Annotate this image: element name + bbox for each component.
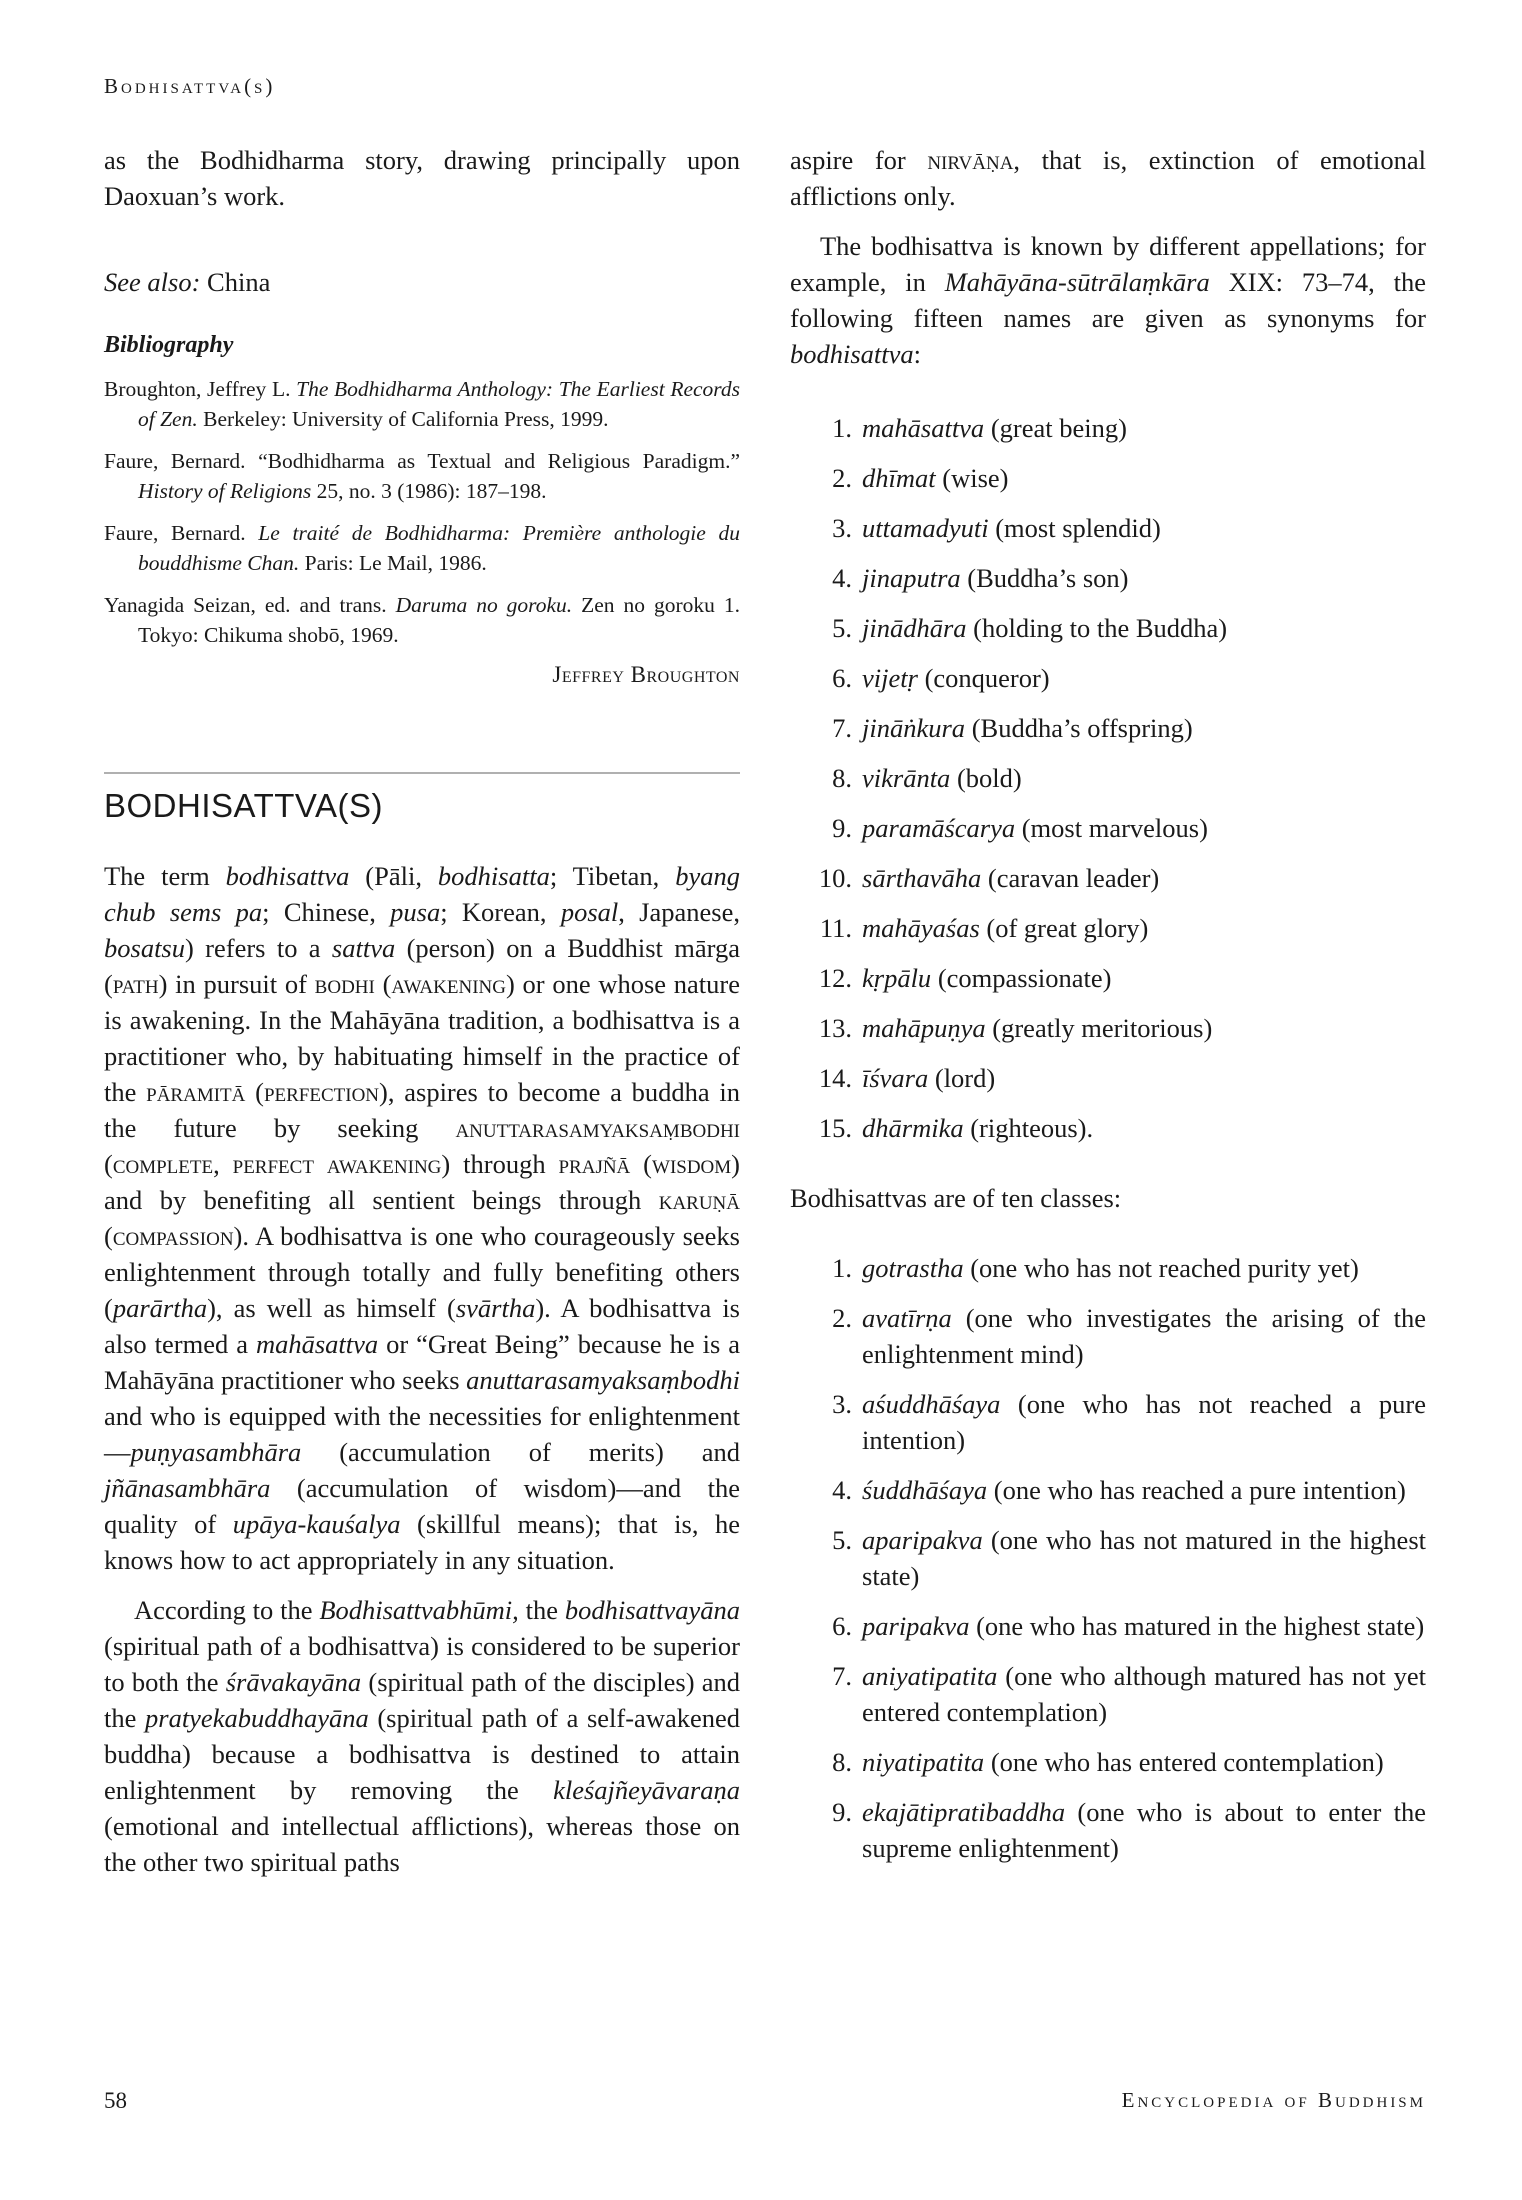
text-run: ; Chinese, [262, 897, 391, 927]
text-run: ) refers to a [185, 933, 332, 963]
sanskrit-term: jināṅkura [862, 713, 966, 743]
list-body [862, 610, 1426, 646]
list-number: 5. [832, 613, 852, 643]
section-title: BODHISATTVA(S) [104, 787, 383, 824]
text-run: or “Great Being” because he is a Mahāyāna practitioner who seeks [104, 1329, 741, 1395]
list-number: 4. [832, 563, 852, 593]
text-run: ; Tibetan, [549, 861, 676, 891]
term-gloss: (caravan leader) [981, 863, 1160, 893]
list-body [862, 1794, 1426, 1866]
list-number: 7. [832, 1661, 852, 1691]
list-item [790, 1794, 1426, 1866]
list-item [790, 1608, 1426, 1644]
sanskrit-term: mahāyaśas [862, 913, 980, 943]
list-item [790, 1386, 1426, 1458]
italic-term: upāya-kauśalya [232, 1509, 401, 1539]
sanskrit-term: paripakva [862, 1611, 970, 1641]
list-item [790, 910, 1426, 946]
list-number: 3. [832, 513, 852, 543]
list-item [790, 1060, 1426, 1096]
list-item [790, 960, 1426, 996]
bibliography-entry: Faure, Bernard. “Bodhidharma as Textual and Religious Paradigm.” History of Religions 25, no. 3 (1986): 187–198. [104, 449, 740, 503]
list-number: 3. [832, 1389, 852, 1419]
sanskrit-term: vijetṛ [862, 663, 918, 693]
italic-term: bodhisattvayāna [564, 1595, 741, 1625]
sanskrit-term: uttamadyuti [862, 513, 989, 543]
term-gloss: (bold) [950, 763, 1022, 793]
text-run: : [913, 339, 922, 369]
list-body [862, 1658, 1426, 1730]
text-run: (accumulation of wisdom)—and the quality of [104, 1473, 740, 1539]
sanskrit-term: dhīmat [862, 463, 936, 493]
list-item [790, 1522, 1426, 1594]
list-body [862, 1300, 1426, 1372]
body-paragraph [104, 858, 740, 1578]
list-number: 11. [819, 913, 852, 943]
list-item [790, 560, 1426, 596]
bibliography-entry: Faure, Bernard. Le traité de Bodhidharma: Première anthologie du bouddhisme Chan. Paris: Le Mail, 1986. [104, 521, 740, 575]
text-run: (person) on a Buddhist mārga ( [104, 933, 740, 999]
term-gloss: (one who has not reached a pure intention) [862, 1389, 1426, 1455]
text-run: ) in pursuit of [158, 969, 315, 999]
italic-term: bodhisatta [437, 861, 550, 891]
bibliography-entry: Yanagida Seizan, ed. and trans. Daruma no goroku. Zen no goroku 1. Tokyo: Chikuma shobō, 1969. [104, 593, 740, 647]
italic-term: bodhisattva [225, 861, 350, 891]
list-body [862, 710, 1426, 746]
term-gloss: (one who has reached a pure intention) [987, 1475, 1406, 1505]
sanskrit-term: sārthavāha [862, 863, 982, 893]
italic-term: puṇyasambhāra [130, 1437, 302, 1467]
text-run: (Pāli, [349, 861, 438, 891]
term-gloss: (of great glory) [979, 913, 1149, 943]
section-divider [104, 772, 740, 774]
italic-term: parārtha [112, 1293, 208, 1323]
list-body [862, 410, 1426, 446]
italic-term: anuttarasamyaksaṃbodhi [466, 1365, 740, 1395]
cross-reference: bodhi (awakening) [314, 969, 515, 999]
list-body [862, 1060, 1426, 1096]
sanskrit-term: aśuddhāśaya [862, 1389, 1001, 1419]
text-run: . A bodhisattva is one who courageously seeks enlightenment through totally and fully benefiting others ( [104, 1221, 740, 1323]
article-author: Jeffrey Broughton [552, 662, 740, 687]
list-number: 14. [818, 1063, 852, 1093]
text-run: (spiritual path of a bodhisattva) is considered to be superior to both the [104, 1631, 740, 1697]
list-body [862, 510, 1426, 546]
list-body [862, 1386, 1426, 1458]
left-column [104, 142, 740, 1880]
bibliography-entry: Broughton, Jeffrey L. The Bodhidharma Anthology: The Earliest Records of Zen. Berkeley: University of California Press, 1999. [104, 377, 740, 431]
text-run: The bodhisattva is known by different appellations; for example, in [790, 231, 1426, 297]
term-gloss: (one who is about to enter the supreme enlightenment) [862, 1797, 1426, 1863]
sanskrit-term: paramāścarya [862, 813, 1016, 843]
list-body [862, 1010, 1426, 1046]
list-item [790, 1472, 1426, 1508]
text-run: The term [104, 861, 226, 891]
text-run: ), as well as himself ( [207, 1293, 456, 1323]
term-gloss: (most marvelous) [1015, 813, 1208, 843]
term-gloss: (most splendid) [988, 513, 1161, 543]
sanskrit-term: vikrānta [862, 763, 951, 793]
synonym-list [790, 410, 1426, 1146]
list-item [790, 410, 1426, 446]
term-gloss: (holding to the Buddha) [966, 613, 1228, 643]
cross-reference: karuṇā (compassion) [104, 1185, 740, 1251]
list-item [790, 1250, 1426, 1286]
see-also-label: See also: [104, 267, 201, 297]
italic-term: śrāvakayāna [225, 1667, 362, 1697]
italic-term: bodhisattva [790, 339, 914, 369]
list-number: 9. [832, 1797, 852, 1827]
term-gloss: (one who has not reached purity yet) [963, 1253, 1359, 1283]
text-run: and who is equipped with the necessities for enlightenment— [104, 1401, 740, 1467]
page-number: 58 [104, 2088, 127, 2113]
list-number: 13. [818, 1013, 852, 1043]
cross-reference: prajñā (wisdom) [558, 1149, 740, 1179]
text-run: (spiritual path of a self-awakened buddha) because a bodhisattva is destined to attain enlightenment by removing the [104, 1703, 740, 1805]
text-run: ; Korean, [440, 897, 561, 927]
list-item [790, 1744, 1426, 1780]
italic-term: posal [560, 897, 619, 927]
classes-intro: Bodhisattvas are of ten classes: [790, 1183, 1122, 1213]
list-item [790, 1110, 1426, 1146]
list-body [862, 910, 1426, 946]
list-body [862, 560, 1426, 596]
italic-term: sattva [331, 933, 396, 963]
term-gloss: (Buddha’s offspring) [965, 713, 1193, 743]
list-number: 4. [832, 1475, 852, 1505]
italic-term: Bodhisattvabhūmi, [319, 1595, 519, 1625]
italic-term: kleśajñeyāvaraṇa [553, 1775, 740, 1805]
cross-reference: pāramitā (perfection) [146, 1077, 388, 1107]
list-number: 6. [832, 1611, 852, 1641]
continuation-paragraph: as the Bodhidharma story, drawing principally upon Daoxuan’s work. [104, 145, 740, 211]
list-number: 1. [832, 1253, 852, 1283]
sanskrit-term: śuddhāśaya [862, 1475, 988, 1505]
text-run: (accumulation of merits) and [301, 1437, 740, 1467]
text-run: and by benefiting all sentient beings through [104, 1185, 659, 1215]
list-number: 9. [832, 813, 852, 843]
list-item [790, 810, 1426, 846]
list-item [790, 1658, 1426, 1730]
sanskrit-term: kṛpālu [862, 963, 932, 993]
text-run: , that is, extinction of emotional afflictions only. [790, 145, 1426, 211]
list-body [862, 960, 1426, 996]
sanskrit-term: jinādhāra [862, 613, 967, 643]
sanskrit-term: aniyatipatita [862, 1661, 998, 1691]
list-body [862, 860, 1426, 896]
text-run: According to the [134, 1595, 320, 1625]
list-body [862, 460, 1426, 496]
text-run: or one whose nature is awakening. In the Mahāyāna tradition, a bodhisattva is a practitioner who, by habituating himself in the practice of the [104, 969, 741, 1107]
term-gloss: (one who has matured in the highest state) [969, 1611, 1425, 1641]
term-gloss: (one who has not matured in the highest state) [862, 1525, 1426, 1591]
cross-reference: path [112, 969, 159, 999]
list-number: 10. [818, 863, 852, 893]
italic-term: mahāsattva [255, 1329, 379, 1359]
classes-list [790, 1250, 1426, 1866]
sanskrit-term: niyatipatita [862, 1747, 985, 1777]
see-also [104, 264, 740, 300]
list-body [862, 1744, 1426, 1780]
list-body [862, 760, 1426, 796]
italic-term: byang chub sems pa [104, 861, 741, 927]
text-run: (skillful means); that is, he knows how to act appropriately in any situation. [104, 1509, 740, 1575]
list-body [862, 810, 1426, 846]
list-item [790, 510, 1426, 546]
list-number: 15. [818, 1113, 852, 1143]
list-body [862, 1250, 1426, 1286]
text-run: through [450, 1149, 559, 1179]
body-paragraph [104, 1592, 740, 1880]
bibliography-heading: Bibliography [104, 332, 234, 358]
list-item [790, 1010, 1426, 1046]
list-number: 8. [832, 763, 852, 793]
term-gloss: (wise) [935, 463, 1009, 493]
text-run: ). A bodhisattva is also termed a [104, 1293, 740, 1359]
sanskrit-term: gotrastha [862, 1253, 964, 1283]
list-item [790, 710, 1426, 746]
italic-term: bosatsu [104, 933, 185, 963]
italic-term: pratyekabuddhayāna [145, 1703, 369, 1733]
cross-reference: anuttarasamyaksaṃbodhi (complete, perfect awakening) [104, 1113, 740, 1179]
right-column [790, 142, 1426, 1880]
sanskrit-term: jinaputra [862, 563, 961, 593]
sanskrit-term: ekajātipratibaddha [862, 1797, 1066, 1827]
list-number: 12. [818, 963, 852, 993]
list-item [790, 610, 1426, 646]
term-gloss: (greatly meritorious) [985, 1013, 1213, 1043]
text-run: the [518, 1595, 565, 1625]
list-item [790, 460, 1426, 496]
text-run: XIX: 73–74, the following fifteen names are given as synonyms for [790, 267, 1426, 333]
term-gloss: (Buddha’s son) [960, 563, 1129, 593]
text-run: , Japanese, [618, 897, 740, 927]
list-number: 6. [832, 663, 852, 693]
term-gloss: (conqueror) [917, 663, 1050, 693]
publication-title: Encyclopedia of Buddhism [1121, 2088, 1426, 2112]
list-body [862, 1522, 1426, 1594]
body-paragraph [790, 142, 1426, 214]
list-item [790, 760, 1426, 796]
term-gloss: (one who although matured has not yet entered contemplation) [862, 1661, 1426, 1727]
sanskrit-term: avatīrṇa [862, 1303, 952, 1333]
italic-term: pusa [390, 897, 441, 927]
text-run: , aspires to become a buddha in the future by seeking [104, 1077, 741, 1143]
term-gloss: (one who has entered contemplation) [984, 1747, 1384, 1777]
term-gloss: (great being) [984, 413, 1127, 443]
running-header: Bodhisattva(s) [104, 74, 276, 98]
sanskrit-term: aparipakva [862, 1525, 983, 1555]
italic-term: jñānasambhāra [104, 1473, 271, 1503]
list-number: 7. [832, 713, 852, 743]
italic-term: svārtha [455, 1293, 536, 1323]
sanskrit-term: īśvara [862, 1063, 929, 1093]
list-body [862, 1472, 1426, 1508]
term-gloss: (righteous). [963, 1113, 1094, 1143]
text-run: aspire for [790, 145, 928, 175]
text-run: (spiritual path of the disciples) and the [104, 1667, 740, 1733]
list-number: 8. [832, 1747, 852, 1777]
text-run: (emotional and intellectual afflictions), whereas those on the other two spiritual paths [104, 1811, 740, 1877]
term-gloss: (one who investigates the arising of the enlightenment mind) [862, 1303, 1426, 1369]
list-item [790, 660, 1426, 696]
list-body [862, 660, 1426, 696]
list-body [862, 1110, 1426, 1146]
list-number: 2. [832, 1303, 852, 1333]
list-item [790, 1300, 1426, 1372]
sanskrit-term: mahāsattva [862, 413, 985, 443]
sanskrit-term: dhārmika [862, 1113, 964, 1143]
list-number: 1. [832, 413, 852, 443]
list-body [862, 1608, 1426, 1644]
body-paragraph [790, 228, 1426, 372]
bibliography-list [104, 374, 740, 650]
list-number: 2. [832, 463, 852, 493]
sanskrit-term: mahāpuṇya [862, 1013, 986, 1043]
term-gloss: (compassionate) [931, 963, 1112, 993]
cross-reference: nirvāṇa [927, 145, 1014, 175]
italic-term: Mahāyāna-sūtrālaṃkāra [944, 267, 1210, 297]
list-item [790, 860, 1426, 896]
term-gloss: (lord) [928, 1063, 996, 1093]
see-also-link[interactable]: China [207, 267, 271, 297]
list-number: 5. [832, 1525, 852, 1555]
